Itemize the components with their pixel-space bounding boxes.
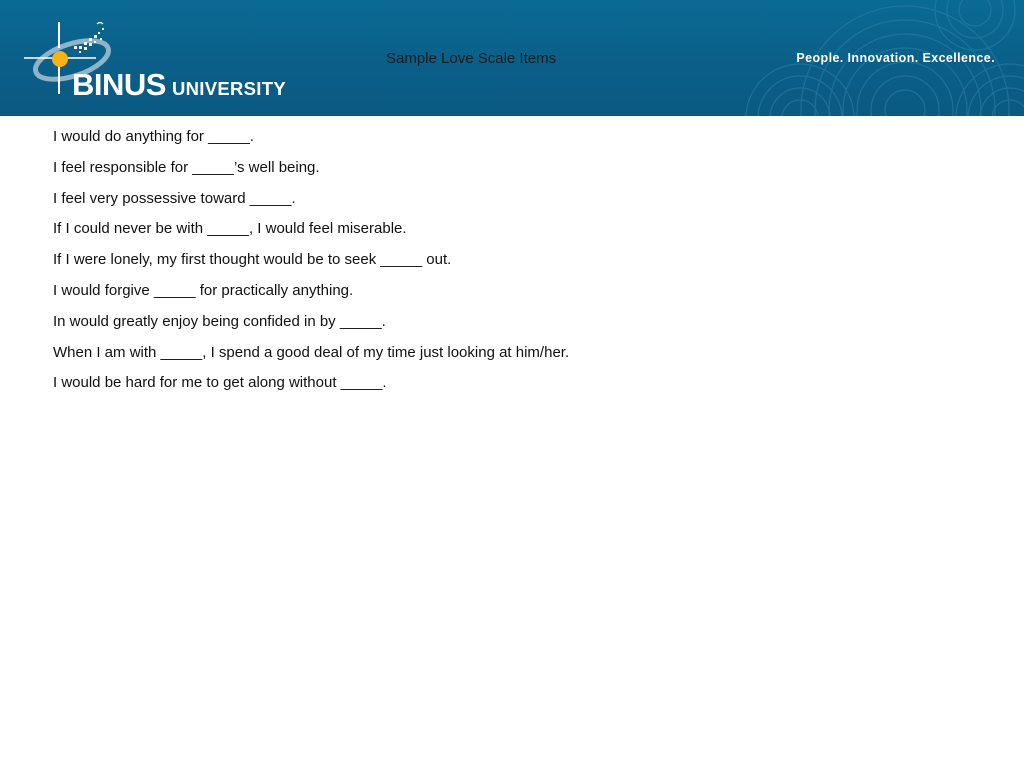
logo-subtitle: UNIVERSITY xyxy=(171,78,286,99)
scale-item: I would forgive _____ for practically anything. xyxy=(53,281,354,299)
binus-university-logo xyxy=(22,18,302,102)
scale-item: I would be hard for me to get along without _____. xyxy=(53,374,387,392)
scale-item: I feel responsible for _____’s well being. xyxy=(53,158,320,176)
scale-items-list xyxy=(53,128,569,405)
scale-item: I feel very possessive toward _____. xyxy=(53,189,296,207)
tagline: People. Innovation. Excellence. xyxy=(796,51,995,65)
slide-title: Sample Love Scale Items xyxy=(386,50,557,67)
scale-item: In would greatly enjoy being confided in by _____. xyxy=(53,312,386,330)
scale-item: If I could never be with _____, I would feel miserable. xyxy=(53,220,407,238)
scale-item: If I were lonely, my first thought would be to seek _____ out. xyxy=(53,251,452,269)
logo-brand: BINUS xyxy=(72,67,166,102)
scale-item: When I am with _____, I spend a good deal of my time just looking at him/her. xyxy=(53,343,570,361)
scale-item: I would do anything for _____. xyxy=(53,128,254,145)
logo-wordmark xyxy=(72,67,286,103)
